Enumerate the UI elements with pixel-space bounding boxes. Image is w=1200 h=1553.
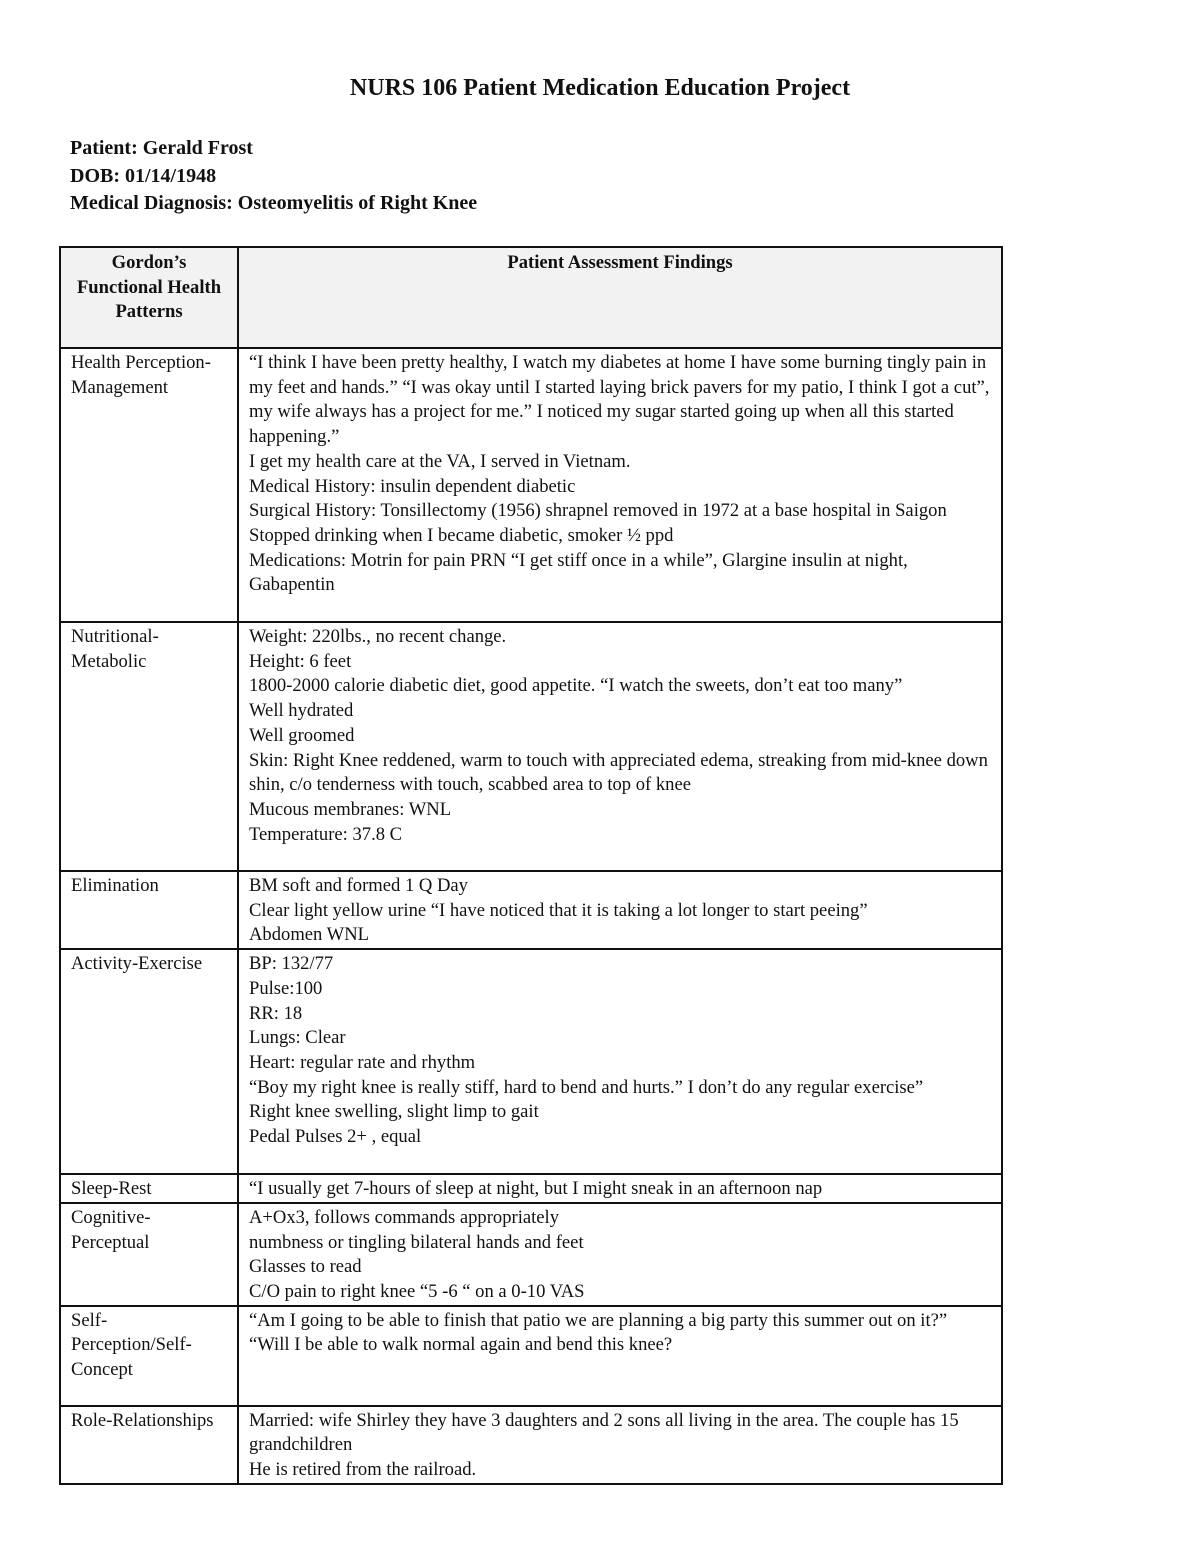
table-header-row [60, 247, 1002, 348]
finding-line: numbness or tingling bilateral hands and feet [249, 1231, 584, 1253]
finding-line: Mucous membranes: WNL [249, 798, 452, 820]
pattern-cell: Activity-Exercise [60, 949, 238, 1174]
table-row [60, 1203, 1002, 1306]
header-functional-patterns: Gordon’s Functional Health Patterns [60, 247, 238, 348]
document-title: NURS 106 Patient Medication Education Project [349, 75, 851, 101]
finding-line: C/O pain to right knee “5 -6 “ on a 0-10 VAS [249, 1280, 585, 1302]
finding-line: Glasses to read [249, 1256, 362, 1278]
pattern-cell: Health Perception-Management [60, 348, 238, 622]
finding-line: Weight: 220lbs., no recent change. [249, 626, 507, 647]
findings-cell [238, 871, 1002, 949]
finding-line: “Boy my right knee is really stiff, hard to bend and hurts.” I don’t do any regular exercise” [249, 1076, 924, 1098]
header-assessment-findings: Patient Assessment Findings [238, 247, 1002, 348]
patient-dob: DOB: 01/14/1948 [70, 164, 217, 187]
table-row [60, 1306, 1002, 1406]
table-row [60, 1174, 1002, 1203]
table-row [60, 1406, 1002, 1484]
finding-line: RR: 18 [249, 1002, 303, 1024]
finding-line: “I usually get 7-hours of sleep at night, but I might sneak in an afternoon nap [249, 1178, 823, 1200]
finding-line: He is retired from the railroad. [249, 1459, 477, 1481]
medical-diagnosis: Medical Diagnosis: Osteomyelitis of Right Knee [70, 192, 478, 214]
finding-line: Pulse:100 [249, 977, 323, 999]
finding-line: Temperature: 37.8 C [249, 823, 403, 845]
finding-line: “Will I be able to walk normal again and bend this knee? [249, 1334, 673, 1356]
finding-line: Skin: Right Knee reddened, warm to touch with appreciated edema, streaking from mid-knee down shin, c/o tenderness with touch, scabbed area to top of knee [249, 749, 988, 796]
finding-line: Married: wife Shirley they have 3 daughters and 2 sons all living in the area. The couple has 15 grandchildren [249, 1409, 959, 1456]
assessment-table [59, 246, 1003, 1485]
finding-line: Medications: Motrin for pain PRN “I get stiff once in a while”, Glargine insulin at night, Gabapentin [249, 549, 908, 596]
findings-cell [238, 1203, 1002, 1306]
table-row [60, 949, 1002, 1174]
finding-line: Height: 6 feet [249, 650, 352, 672]
finding-line: Lungs: Clear [249, 1027, 346, 1049]
findings-cell [238, 348, 1002, 622]
finding-line: Well hydrated [249, 700, 354, 722]
finding-line: Right knee swelling, slight limp to gait [249, 1101, 539, 1123]
pattern-cell: Elimination [60, 871, 238, 949]
finding-line: Well groomed [249, 724, 355, 746]
finding-line: “I think I have been pretty healthy, I watch my diabetes at home I have some burning tingly pain in my feet and hands.” “I was okay until I started laying brick pavers for my patio, I think I got a cut”, my wife always has a project for me.” I noticed my sugar started going up when all this started happening.” [249, 352, 990, 448]
finding-line: A+Ox3, follows commands appropriately [249, 1206, 559, 1228]
findings-cell [238, 949, 1002, 1174]
finding-line: Abdomen WNL [249, 924, 369, 946]
finding-line: Clear light yellow urine “I have noticed that it is taking a lot longer to start peeing” [249, 899, 868, 921]
finding-line: “Am I going to be able to finish that patio we are planning a big party this summer out on it?” [249, 1309, 948, 1331]
finding-line: Medical History: insulin dependent diabetic [249, 475, 576, 497]
finding-line: 1800-2000 calorie diabetic diet, good appetite. “I watch the sweets, don’t eat too many” [249, 675, 903, 697]
findings-cell [238, 1306, 1002, 1406]
table-row [60, 622, 1002, 871]
pattern-cell: Self-Perception/Self-Concept [60, 1306, 238, 1406]
findings-cell [238, 622, 1002, 871]
patient-info [70, 135, 477, 218]
pattern-cell: Cognitive-Perceptual [60, 1203, 238, 1306]
finding-line: BP: 132/77 [249, 953, 334, 975]
finding-line: I get my health care at the VA, I served in Vietnam. [249, 450, 631, 472]
finding-line: BM soft and formed 1 Q Day [249, 875, 468, 896]
findings-cell [238, 1406, 1002, 1484]
finding-line: Heart: regular rate and rhythm [249, 1051, 476, 1073]
table-row [60, 348, 1002, 622]
patient-name: Patient: Gerald Frost [70, 137, 253, 159]
finding-line: Stopped drinking when I became diabetic, smoker ½ ppd [249, 524, 674, 546]
finding-line: Pedal Pulses 2+ , equal [249, 1126, 422, 1148]
finding-line: Surgical History: Tonsillectomy (1956) shrapnel removed in 1972 at a base hospital in Saigon [249, 500, 947, 522]
findings-cell [238, 1174, 1002, 1203]
pattern-cell: Nutritional-Metabolic [60, 622, 238, 871]
pattern-cell: Role-Relationships [60, 1406, 238, 1484]
pattern-cell: Sleep-Rest [60, 1174, 238, 1203]
table-row [60, 871, 1002, 949]
